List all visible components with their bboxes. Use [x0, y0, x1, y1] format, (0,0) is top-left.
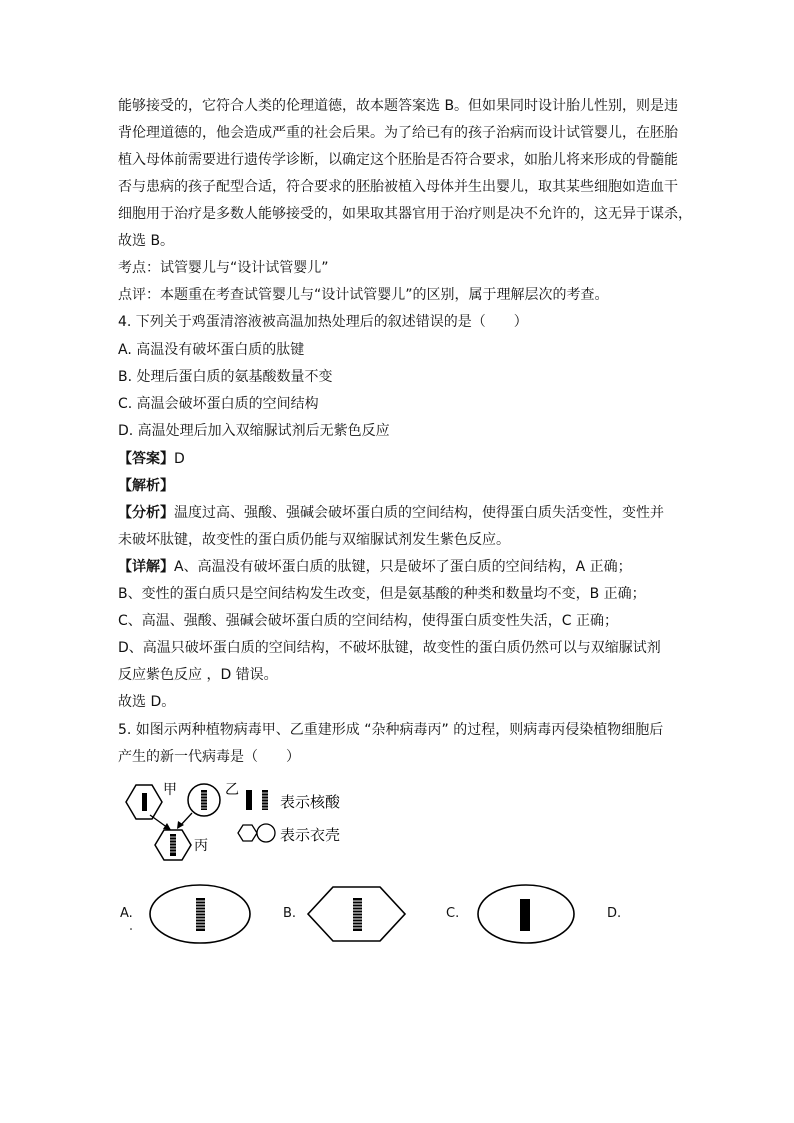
- fenxi-line: [118, 503, 664, 523]
- text-line: 故选 B。: [118, 233, 175, 249]
- text-line: 能够接受的，它符合人类的伦理道德，故本题答案选 B。但如果同时设计胎儿性别，则是违: [118, 98, 679, 114]
- analysis-tag: 【解析】: [118, 478, 174, 494]
- xiangjie-tag: 【详解】: [118, 559, 174, 575]
- answer-line: [118, 449, 185, 469]
- fenxi-tag: 【分析】: [118, 505, 174, 521]
- text-line: 背伦理道德的，他会造成严重的社会后果。为了给已有的孩子治病而设计试管婴儿，在胚胎: [118, 125, 678, 141]
- legend-nucleic-striped: [262, 790, 268, 810]
- question-5-stem-2: 产生的新一代病毒是（ ）: [118, 749, 300, 765]
- option-c-label: C.: [446, 906, 460, 921]
- nucleic-acid-jia: [142, 793, 147, 811]
- option-c-nucleic-acid: [520, 899, 530, 931]
- nucleic-acid-yi: [201, 790, 207, 810]
- label-yi: 乙: [225, 782, 239, 798]
- dianping-line: 点评：本题重在考查试管婴儿与“设计试管婴儿”的区别，属于理解层次的考查。: [118, 287, 609, 303]
- option-b-nucleic-acid: [353, 898, 362, 931]
- legend-hexagon-capsid: [238, 825, 257, 841]
- xiangjie-line: 反应紫色反应 ，D 错误。: [118, 667, 278, 683]
- legend-nucleic-label: 表示核酸: [280, 793, 341, 811]
- answer-tag: 【答案】: [118, 451, 174, 467]
- option-a-nucleic-acid: [196, 898, 205, 931]
- fenxi-line-2: 未破坏肽键，故变性的蛋白质仍能与双缩脲试剂发生紫色反应。: [118, 532, 510, 548]
- xiangjie-text: A、高温没有破坏蛋白质的肽键，只是破坏了蛋白质的空间结构，A 正确；: [174, 559, 632, 575]
- option-c: C. 高温会破坏蛋白质的空间结构: [118, 396, 319, 412]
- answer-value: D: [174, 451, 185, 467]
- option-a: A. 高温没有破坏蛋白质的肽键: [118, 342, 305, 358]
- conclusion-line: 故选 D。: [118, 694, 176, 710]
- fenxi-text: 温度过高、强酸、强碱会破坏蛋白质的空间结构，使得蛋白质失活变性，变性并: [174, 505, 664, 521]
- legend-circle-capsid: [257, 824, 275, 842]
- kaodian-line: 考点：试管婴儿与“设计试管婴儿”: [118, 260, 329, 276]
- legend-nucleic-solid: [246, 790, 252, 810]
- question-5-stem: 5. 如图示两种植物病毒甲、乙重建形成 “杂种病毒丙” 的过程，则病毒丙侵染植物细胞后: [118, 722, 664, 738]
- label-jia: 甲: [163, 782, 177, 798]
- option-b-label: B.: [283, 906, 297, 921]
- text-line: 否与患病的孩子配型合适，符合要求的胚胎被植入母体并生出婴儿，取其某些细胞如造血干: [118, 179, 678, 195]
- question-4-stem: 4. 下列关于鸡蛋清溶液被高温加热处理后的叙述错误的是（ ）: [118, 314, 528, 330]
- option-b: B. 处理后蛋白质的氨基酸数量不变: [118, 369, 333, 385]
- text-line: 植入母体前需要进行遗传学诊断，以确定这个胚胎是否符合要求，如胎儿将来形成的骨髓能: [118, 152, 678, 168]
- xiangjie-line: [118, 557, 632, 577]
- nucleic-acid-bing: [170, 834, 176, 856]
- option-d-label: D.: [607, 906, 622, 921]
- xiangjie-line: D、高温只破坏蛋白质的空间结构，不破坏肽键，故变性的蛋白质仍然可以与双缩脲试剂: [118, 640, 661, 656]
- option-a-label: A.: [120, 906, 133, 921]
- text-line: 细胞用于治疗是多数人能够接受的，如果取其器官用于治疗则是决不允许的，这无异于谋杀，: [118, 206, 692, 222]
- virus-diagram: [0, 770, 794, 870]
- options-diagram: [0, 875, 794, 955]
- xiangjie-line: C、高温、强酸、强碱会破坏蛋白质的空间结构，使得蛋白质变性失活，C 正确；: [118, 613, 618, 629]
- label-bing: 丙: [194, 838, 208, 854]
- option-d: D. 高温处理后加入双缩脲试剂后无紫色反应: [118, 423, 390, 439]
- xiangjie-line: B、变性的蛋白质只是空间结构发生改变，但是氨基酸的种类和数量均不变，B 正确；: [118, 586, 646, 602]
- legend-capsid-label: 表示衣壳: [280, 826, 341, 844]
